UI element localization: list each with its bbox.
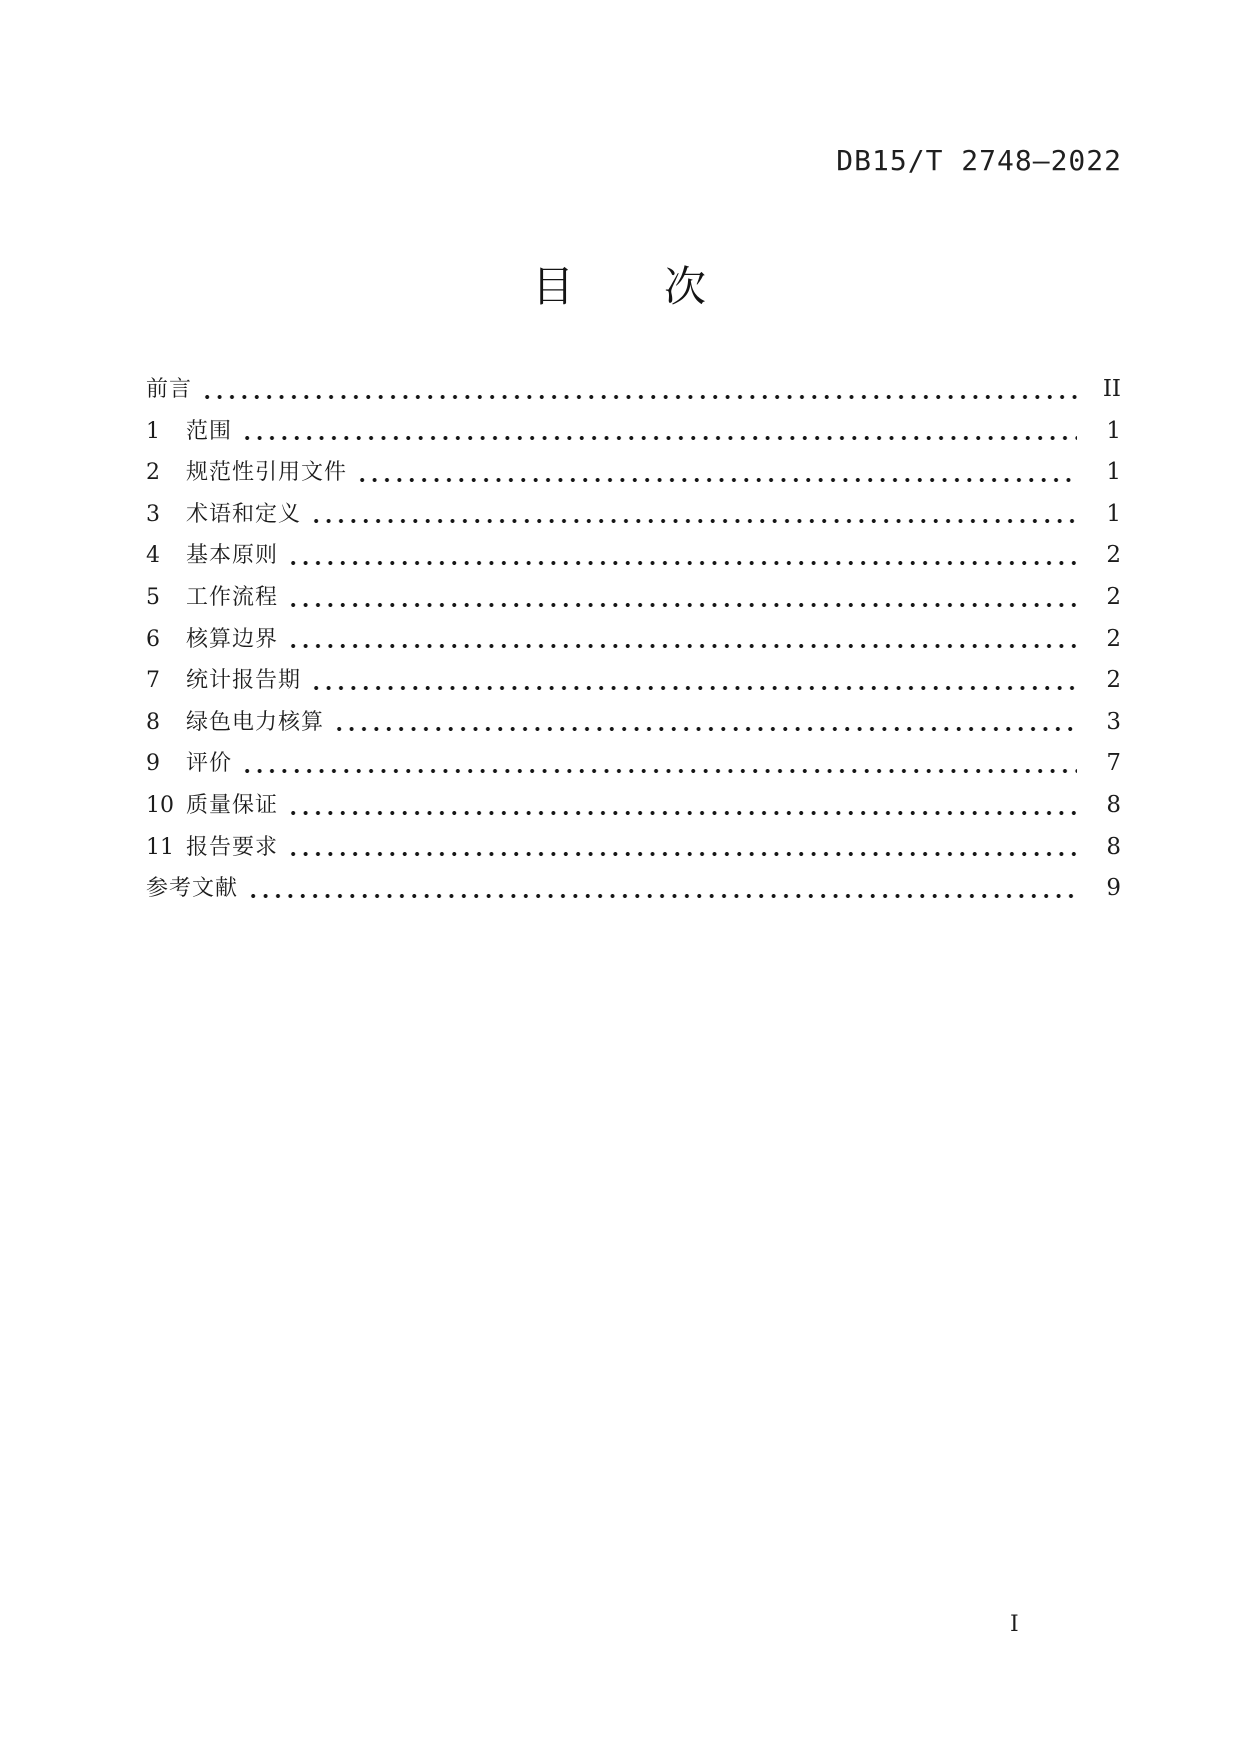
toc-entry-basic-principles [146,535,1121,577]
toc-entry-page: 2 [1106,542,1121,569]
toc-entry-label: 绿色电力核算 [186,709,325,735]
toc-leader-dots [241,411,1077,453]
toc-entry-work-process [146,577,1121,619]
toc-entry-label: 参考文献 [146,876,239,902]
toc-leader-dots [310,660,1077,702]
toc-entry-number: 5 [146,584,160,610]
toc-entry-label: 核算边界 [186,626,279,652]
toc-entry-page: 8 [1106,833,1121,860]
toc-entry-scope [146,411,1121,453]
toc-entry-page: 2 [1106,625,1121,652]
toc-leader-dots [287,619,1077,661]
toc-entry-number: 6 [146,626,160,652]
toc-leader-dots [287,577,1077,619]
toc-entry-number: 3 [146,501,160,527]
toc-entry-report-requirements [146,827,1121,869]
toc-entry-label: 评价 [186,751,233,777]
toc-entry-references [146,868,1121,910]
toc-entry-number: 1 [146,418,160,444]
toc-entry-page: 8 [1106,791,1121,818]
toc-entry-normative-references [146,452,1121,494]
toc-entry-number: 9 [146,751,160,777]
standard-number-header: DB15/T 2748—2022 [836,144,1122,177]
toc-leader-dots [201,369,1077,411]
toc-entry-accounting-boundary [146,619,1121,661]
table-of-contents [146,369,1121,910]
toc-entry-number: 4 [146,543,160,569]
toc-entry-label: 统计报告期 [186,668,302,694]
toc-entry-page: 2 [1106,583,1121,610]
toc-leader-dots [287,827,1077,869]
toc-leader-dots [287,785,1077,827]
toc-leader-dots [356,452,1077,494]
toc-entry-statistical-reporting-period [146,660,1121,702]
toc-entry-label: 报告要求 [186,834,279,860]
page-title: 目 次 [531,262,708,311]
toc-leader-dots [241,743,1077,785]
toc-entry-label: 术语和定义 [186,501,302,527]
toc-entry-number: 10 [146,792,174,818]
toc-entry-page: 2 [1106,667,1121,694]
toc-entry-label: 规范性引用文件 [186,460,348,486]
toc-entry-page: 3 [1106,708,1121,735]
toc-entry-green-power-accounting [146,702,1121,744]
toc-entry-foreword [146,369,1121,411]
toc-entry-terms-definitions [146,494,1121,536]
toc-leader-dots [287,535,1077,577]
toc-entry-label: 质量保证 [186,792,279,818]
toc-leader-dots [310,494,1077,536]
toc-entry-page: 1 [1106,459,1121,486]
toc-entry-number: 2 [146,460,160,486]
toc-entry-number: 8 [146,709,160,735]
footer-page-number: I [1010,1612,1019,1637]
toc-entry-label: 范围 [186,418,233,444]
toc-entry-page: 1 [1106,417,1121,444]
toc-entry-page: 7 [1106,750,1121,777]
toc-entry-page: 1 [1106,500,1121,527]
toc-leader-dots [333,702,1077,744]
toc-entry-number: 7 [146,668,160,694]
toc-entry-evaluation [146,743,1121,785]
toc-entry-number: 11 [146,834,174,860]
toc-entry-quality-assurance [146,785,1121,827]
toc-entry-label: 前言 [146,377,193,402]
toc-entry-page: 9 [1106,875,1121,902]
toc-leader-dots [247,868,1077,910]
toc-entry-label: 基本原则 [186,543,279,569]
toc-entry-label: 工作流程 [186,584,279,610]
toc-entry-page: II [1102,376,1121,402]
